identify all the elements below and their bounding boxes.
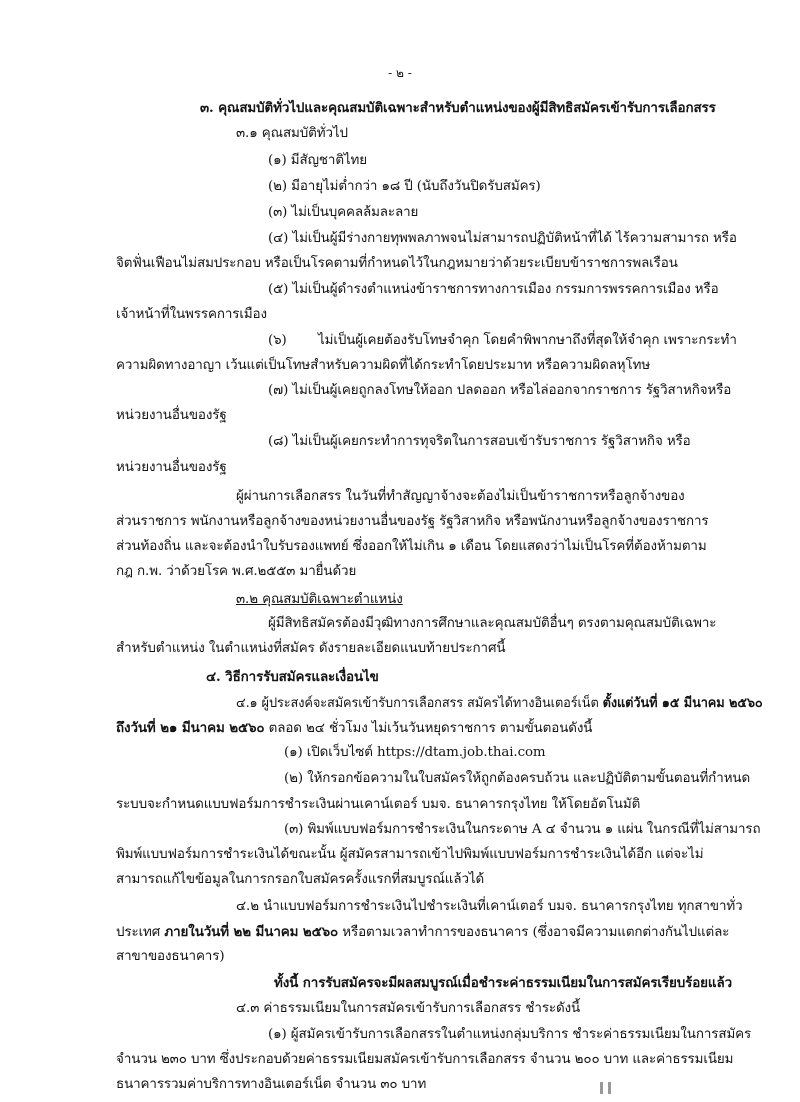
employment-paragraph-line-4: กฎ ก.พ. ว่าด้วยโรค พ.ศ.๒๕๕๓ มายื่นด้วย bbox=[116, 564, 357, 579]
qualification-item-7-line-2: หน่วยงานอื่นของรัฐ bbox=[116, 408, 227, 423]
application-end-date: ถึงวันที่ ๒๑ มีนาคม ๒๕๖๐ bbox=[116, 720, 265, 736]
qualification-item-6-line-2: ความผิดทางอาญา เว้นแต่เป็นโทษสำหรับความผิดที่ได้กระทำโดยประมาท หรือความผิดลหุโทษ bbox=[116, 358, 651, 373]
section-4-1-line-2 bbox=[116, 718, 592, 739]
scan-artifact bbox=[600, 1082, 603, 1094]
application-start-date: ตั้งแต่วันที่ ๑๕ มีนาคม ๒๕๖๐ bbox=[602, 695, 763, 711]
step-3-line-2: พิมพ์แบบฟอร์มการชำระเงินได้ขณะนั้น ผู้สมัครสามารถเข้าไปพิมพ์แบบฟอร์มการชำระเงินได้อีก แต่จะไม่ bbox=[116, 847, 704, 862]
qualification-item-5-line-1: (๕) ไม่เป็นผู้ดำรงตำแหน่งข้าราชการทางการเมือง กรรมการพรรคการเมือง หรือ bbox=[268, 282, 719, 297]
section-4-1-line-1 bbox=[236, 693, 763, 714]
qualification-item-4-line-1: (๔) ไม่เป็นผู้มีร่างกายทุพพลภาพจนไม่สามารถปฏิบัติหน้าที่ได้ ไร้ความสามารถ หรือ bbox=[268, 231, 737, 246]
section-4-1-hours: ตลอด ๒๔ ชั่วโมง ไม่เว้นวันหยุดราชการ ตามขั้นตอนดังนี้ bbox=[268, 721, 593, 736]
employment-paragraph-line-1: ผู้ผ่านการเลือกสรร ในวันที่ทำสัญญาจ้างจะต้องไม่เป็นข้าราชการหรือลูกจ้างของ bbox=[236, 489, 685, 504]
section-3-1-heading: ๓.๑ คุณสมบัติทั่วไป bbox=[236, 126, 348, 141]
qualification-item-4-line-2: จิตฟั่นเฟือนไม่สมประกอบ หรือเป็นโรคตามที่กำหนดไว้ในกฎหมายว่าด้วยระเบียบข้าราชการพลเรือน bbox=[116, 256, 678, 271]
section-4-heading: ๔. วิธีการรับสมัครและเงื่อนไข bbox=[206, 669, 379, 685]
section-4-1-intro: ๔.๑ ผู้ประสงค์จะสมัครเข้ารับการเลือกสรร สมัครได้ทางอินเตอร์เน็ต bbox=[236, 696, 599, 711]
section-4-3-heading: ๔.๓ ค่าธรรมเนียมในการสมัครเข้ารับการเลือกสรร ชำระดังนี้ bbox=[236, 1001, 581, 1016]
fee-item-1-line-2: จำนวน ๒๓๐ บาท ซึ่งประกอบด้วยค่าธรรมเนียมสมัครเข้ารับการเลือกสรร จำนวน ๒๐๐ บาท และค่าธรรมเนียม bbox=[116, 1052, 734, 1067]
payment-deadline: ภายในวันที่ ๒๒ มีนาคม ๒๕๖๐ bbox=[164, 924, 339, 940]
step-2-line-1: (๒) ให้กรอกข้อความในใบสมัครให้ถูกต้องครบถ้วน และปฏิบัติตามขั้นตอนที่กำหนด bbox=[284, 771, 751, 786]
qualification-item-3: (๓) ไม่เป็นบุคคลล้มละลาย bbox=[268, 205, 419, 220]
section-4-2-line-1: ๔.๒ นำแบบฟอร์มการชำระเงินไปชำระเงินที่เคาน์เตอร์ บมจ. ธนาคารกรุงไทย ทุกสาขาทั่ว bbox=[236, 899, 743, 914]
section-3-2-heading: ๓.๒ คุณสมบัติเฉพาะตำแหน่ง bbox=[236, 592, 403, 607]
employment-paragraph-line-2: ส่วนราชการ พนักงานหรือลูกจ้างของหน่วยงานอื่นของรัฐ รัฐวิสาหกิจ หรือพนักงานหรือลูกจ้างของราชการ bbox=[116, 514, 709, 529]
step-1-website: (๑) เปิดเว็บไซต์ https://dtam.job.thai.com bbox=[284, 745, 546, 760]
step-3-line-3: สามารถแก้ไขข้อมูลในการกรอกใบสมัครครั้งแรกที่สมบูรณ์แล้วได้ bbox=[116, 872, 485, 887]
section-4-2-line-3: สาขาของธนาคาร) bbox=[116, 949, 225, 964]
section-4-2-bank-hours: หรือตามเวลาทำการของธนาคาร (ซึ่งอาจมีความแตกต่างกันไปแต่ละ bbox=[342, 925, 730, 940]
step-3-line-1: (๓) พิมพ์แบบฟอร์มการชำระเงินในกระดาษ A ๔ จำนวน ๑ แผ่น ในกรณีที่ไม่สามารถ bbox=[284, 822, 761, 837]
section-4-2-country: ประเทศ bbox=[116, 925, 161, 940]
payment-notice: ทั้งนี้ การรับสมัครจะมีผลสมบูรณ์เมื่อชำระค่าธรรมเนียมในการสมัครเรียบร้อยแล้ว bbox=[274, 975, 732, 991]
qualification-item-2: (๒) มีอายุไม่ต่ำกว่า ๑๘ ปี (นับถึงวันปิดรับสมัคร) bbox=[268, 179, 541, 194]
qualification-item-8-line-1: (๘) ไม่เป็นผู้เคยกระทำการทุจริตในการสอบเข้ารับราชการ รัฐวิสาหกิจ หรือ bbox=[268, 434, 691, 449]
section-4-2-line-2 bbox=[116, 922, 729, 943]
fee-item-1-line-3: ธนาคารรวมค่าบริการทางอินเตอร์เน็ต จำนวน ๓๐ บาท bbox=[116, 1077, 427, 1092]
scan-artifact bbox=[608, 1082, 611, 1094]
page-number: - ๒ - bbox=[388, 66, 412, 80]
qualification-item-8-line-2: หน่วยงานอื่นของรัฐ bbox=[116, 460, 227, 475]
specific-qualification-line-2: สำหรับตำแหน่ง ในตำแหน่งที่สมัคร ดังรายละเอียดแนบท้ายประกาศนี้ bbox=[116, 641, 506, 656]
qualification-item-5-line-2: เจ้าหน้าที่ในพรรคการเมือง bbox=[116, 307, 267, 322]
employment-paragraph-line-3: ส่วนท้องถิ่น และจะต้องนำใบรับรองแพทย์ ซึ่งออกให้ไม่เกิน ๑ เดือน โดยแสดงว่าไม่เป็นโรคที่ต้องห้ามตาม bbox=[116, 539, 707, 554]
section-3-heading: ๓. คุณสมบัติทั่วไปและคุณสมบัติเฉพาะสำหรับตำแหน่งของผู้มีสิทธิสมัครเข้ารับการเลือกสรร bbox=[200, 100, 716, 116]
fee-item-1-line-1: (๑) ผู้สมัครเข้ารับการเลือกสรรในตำแหน่งกลุ่มบริการ ชำระค่าธรรมเนียมในการสมัคร bbox=[268, 1027, 752, 1042]
step-2-line-2: ระบบจะกำหนดแบบฟอร์มการชำระเงินผ่านเคาน์เตอร์ บมจ. ธนาคารกรุงไทย ให้โดยอัตโนมัติ bbox=[116, 797, 641, 812]
qualification-item-1: (๑) มีสัญชาติไทย bbox=[268, 153, 368, 168]
qualification-item-6-line-1: ไม่เป็นผู้เคยต้องรับโทษจำคุก โดยคำพิพากษาถึงที่สุดให้จำคุก เพราะกระทำ bbox=[318, 333, 737, 348]
qualification-item-6-number: (๖) bbox=[268, 333, 287, 348]
qualification-item-7-line-1: (๗) ไม่เป็นผู้เคยถูกลงโทษให้ออก ปลดออก หรือไล่ออกจากราชการ รัฐวิสาหกิจหรือ bbox=[268, 383, 732, 398]
specific-qualification-line-1: ผู้มีสิทธิสมัครต้องมีวุฒิทางการศึกษาและคุณสมบัติอื่นๆ ตรงตามคุณสมบัติเฉพาะ bbox=[268, 616, 717, 631]
